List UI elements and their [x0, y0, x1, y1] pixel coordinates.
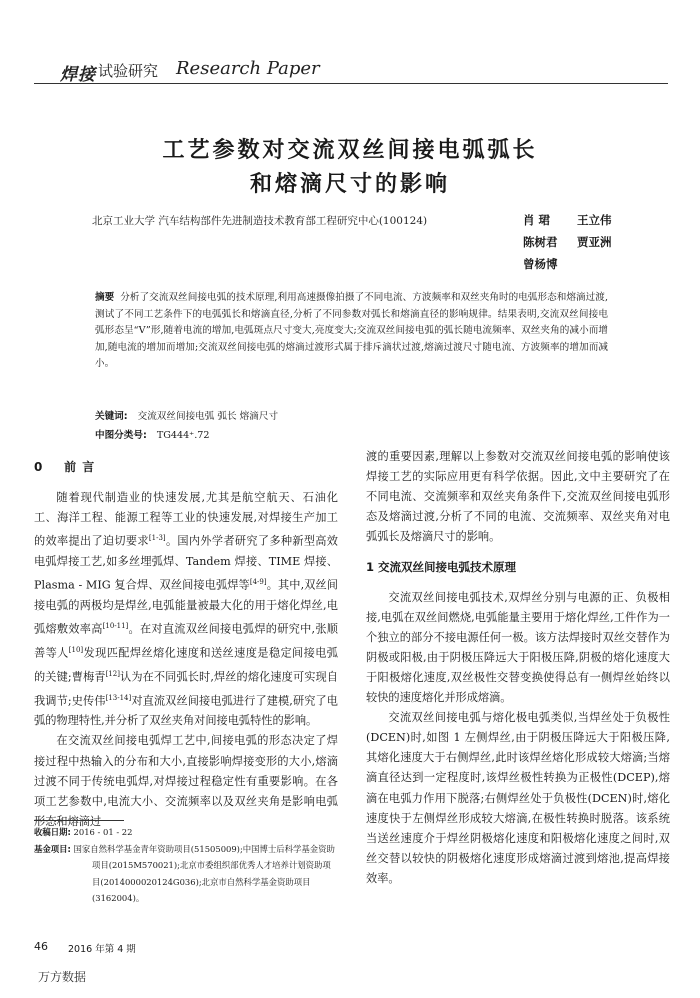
paper-title-line-2: 和熔滴尺寸的影响	[249, 172, 450, 197]
paper-title-line-1: 工艺参数对交流双丝间接电弧弧长	[162, 138, 538, 163]
left-column	[34, 488, 338, 832]
section-0-heading	[34, 458, 95, 475]
journal-brand-logo: 焊接	[60, 65, 96, 85]
fund-info	[34, 841, 338, 907]
watermark: 万方数据	[38, 970, 87, 984]
text-run: 。其中,双丝间接电弧的两极均是焊丝,电弧能量被最大化的用于熔化焊丝,电弧熔敷效率高	[34, 578, 338, 636]
fund-value: 国家自然科学基金青年资助项目(51505009);中国博士后科学基金资助项目(2015M570021);北京市委组织部优秀人才培养计划资助项目(2014000020124G036);北京市自然科学基金资助项目(3162004)。	[73, 843, 335, 903]
text-run: 认为在不同弧长时,焊丝的熔化速度可实现自我调节;史传伟	[34, 670, 338, 708]
citation: [4-9]	[249, 578, 267, 587]
paragraph	[34, 488, 338, 731]
text-run: 对直流双丝间接电弧进行了建模,研究了电弧的物理特性,并分析了双丝夹角对间接电弧特性的影响。	[34, 694, 338, 728]
abstract-text: 分析了交流双丝间接电弧的技术原理,利用高速摄像拍摄了不同电流、方波频率和双丝夹角时的电弧形态和熔滴过渡,测试了不同工艺条件下的电弧弧长和熔滴直径,分析了不同参数对弧长和熔滴直径的影响规律。结果表明,交流双丝间接电弧形态呈“V”形,随着电流的增加,电弧斑点尺寸变大,亮度变大;交流双丝间接电弧的弧长随电流频率、双丝夹角的减小而增加,随电流的增加而增加;交流双丝间接电弧的熔滴过渡形式属于排斥滴状过渡,熔滴过渡尺寸随电流、方波频率的增加而减小。	[95, 292, 608, 369]
abstract-label: 摘要	[95, 292, 115, 303]
keywords	[95, 408, 278, 422]
page-number: 46	[34, 940, 48, 953]
author-name: 肖 珺	[523, 213, 551, 227]
text-run: 发现匹配焊丝熔化速度和送丝速度是稳定间接电弧的关键;曹梅青	[34, 646, 338, 684]
received-date	[34, 824, 338, 841]
section-label-cn: 试验研究	[98, 62, 159, 80]
keywords-label: 关键词:	[95, 411, 128, 422]
author-name: 贾亚洲	[577, 235, 612, 249]
author-name: 陈树君	[523, 235, 558, 249]
citation: [1-3]	[148, 534, 166, 543]
header-rule	[34, 83, 668, 84]
author-name: 王立伟	[577, 213, 612, 227]
paragraph: 交流双丝间接电弧技术,双焊丝分别与电源的正、负极相接,电弧在双丝间燃烧,电弧能量主要用于熔化焊丝,工件作为一个独立的部分不接电源任何一极。该方法焊接时双丝交替作为阴极或阳极,由于阴极压降远大于阳极压降,阴极的熔化速度大于阳极熔化速度,双丝极性交替变换使得总有一侧焊丝始终以较快的速度熔化并形成熔滴。	[366, 590, 670, 705]
section-1-heading: 1 交流双丝间接电弧技术原理	[366, 560, 517, 575]
text-run: 随着现代制造业的快速发展,尤其是航空航天、石油化工、海洋工程、能源工程等工业的快速发展,对焊接生产加工的效率提出了迫切要求	[34, 491, 338, 548]
class-no-text: TG444⁺.72	[156, 430, 210, 441]
author-name: 曾杨博	[523, 257, 558, 271]
abstract	[95, 290, 608, 373]
received-value: 2016 - 01 - 22	[73, 827, 133, 837]
class-no-label: 中图分类号:	[95, 430, 147, 441]
paragraph: 渡的重要因素,理解以上参数对交流双丝间接电弧的影响使该焊接工艺的实际应用更有科学依据。因此,文中主要研究了在不同电流、交流频率和双丝夹角条件下,交流双丝间接电弧形态及熔滴过渡,分析了不同的电流、交流频率、双丝夹角对电弧弧长及熔滴尺寸的影响。	[366, 450, 670, 544]
section-0-num: 0	[34, 460, 44, 474]
paragraph: 交流双丝间接电弧与熔化极电弧类似,当焊丝处于负极性(DCEN)时,如图 1 左侧焊丝,由于阴极压降远大于阳极压降,其熔化速度大于右侧焊丝,此时该焊丝熔化形成较大熔滴;当熔滴直径达到一定程度时,该焊丝极性转换为正极性(DCEP),熔滴在电弧力作用下脱落;右侧焊丝处于负极性(DCEN)时,熔化速度快于左侧焊丝形成较大熔滴,在极性转换时脱落。该系统当送丝速度介于焊丝阴极熔化速度和阳极熔化速度之间时,双丝交替以较快的阴极熔化速度形成熔滴过渡到熔池,提高焊接效率。	[366, 711, 670, 885]
right-column	[366, 447, 670, 889]
citation: [13-14]	[105, 693, 132, 702]
issue-label: 2016 年第 4 期	[68, 944, 136, 955]
fund-label: 基金项目:	[34, 843, 71, 854]
citation: [12]	[105, 669, 120, 678]
classification-number	[95, 427, 210, 441]
citation: [10]	[68, 645, 84, 654]
section-label-en: Research Paper	[176, 58, 320, 79]
received-label: 收稿日期:	[34, 827, 71, 837]
paragraph: 在交流双丝间接电弧焊工艺中,间接电弧的形态决定了焊接过程中热输入的分布和大小,直接影响焊接变形的大小,熔滴过渡不同于传统电弧焊,对焊接过程稳定性有重要影响。在各项工艺参数中,电流大小、交流频率以及双丝夹角是影响电弧形态和熔滴过	[34, 734, 338, 828]
affiliation: 北京工业大学 汽车结构部件先进制造技术教育部工程研究中心(100124)	[92, 215, 428, 227]
text-run: 。在对直流双丝间接电弧焊的研究中,张顺善等人	[34, 622, 338, 660]
section-0-title: 前 言	[64, 460, 96, 474]
text-run: 。国内外学者研究了多种新型高效电弧焊接工艺,如多丝埋弧焊、Tandem 焊接、TIME 焊接、Plasma - MIG 复合焊、双丝间接电弧焊等	[34, 534, 338, 592]
footnote-rule	[34, 820, 124, 821]
keywords-text: 交流双丝间接电弧 弧长 熔滴尺寸	[137, 411, 279, 422]
citation: [10-11]	[102, 622, 129, 631]
footnote	[34, 824, 338, 907]
